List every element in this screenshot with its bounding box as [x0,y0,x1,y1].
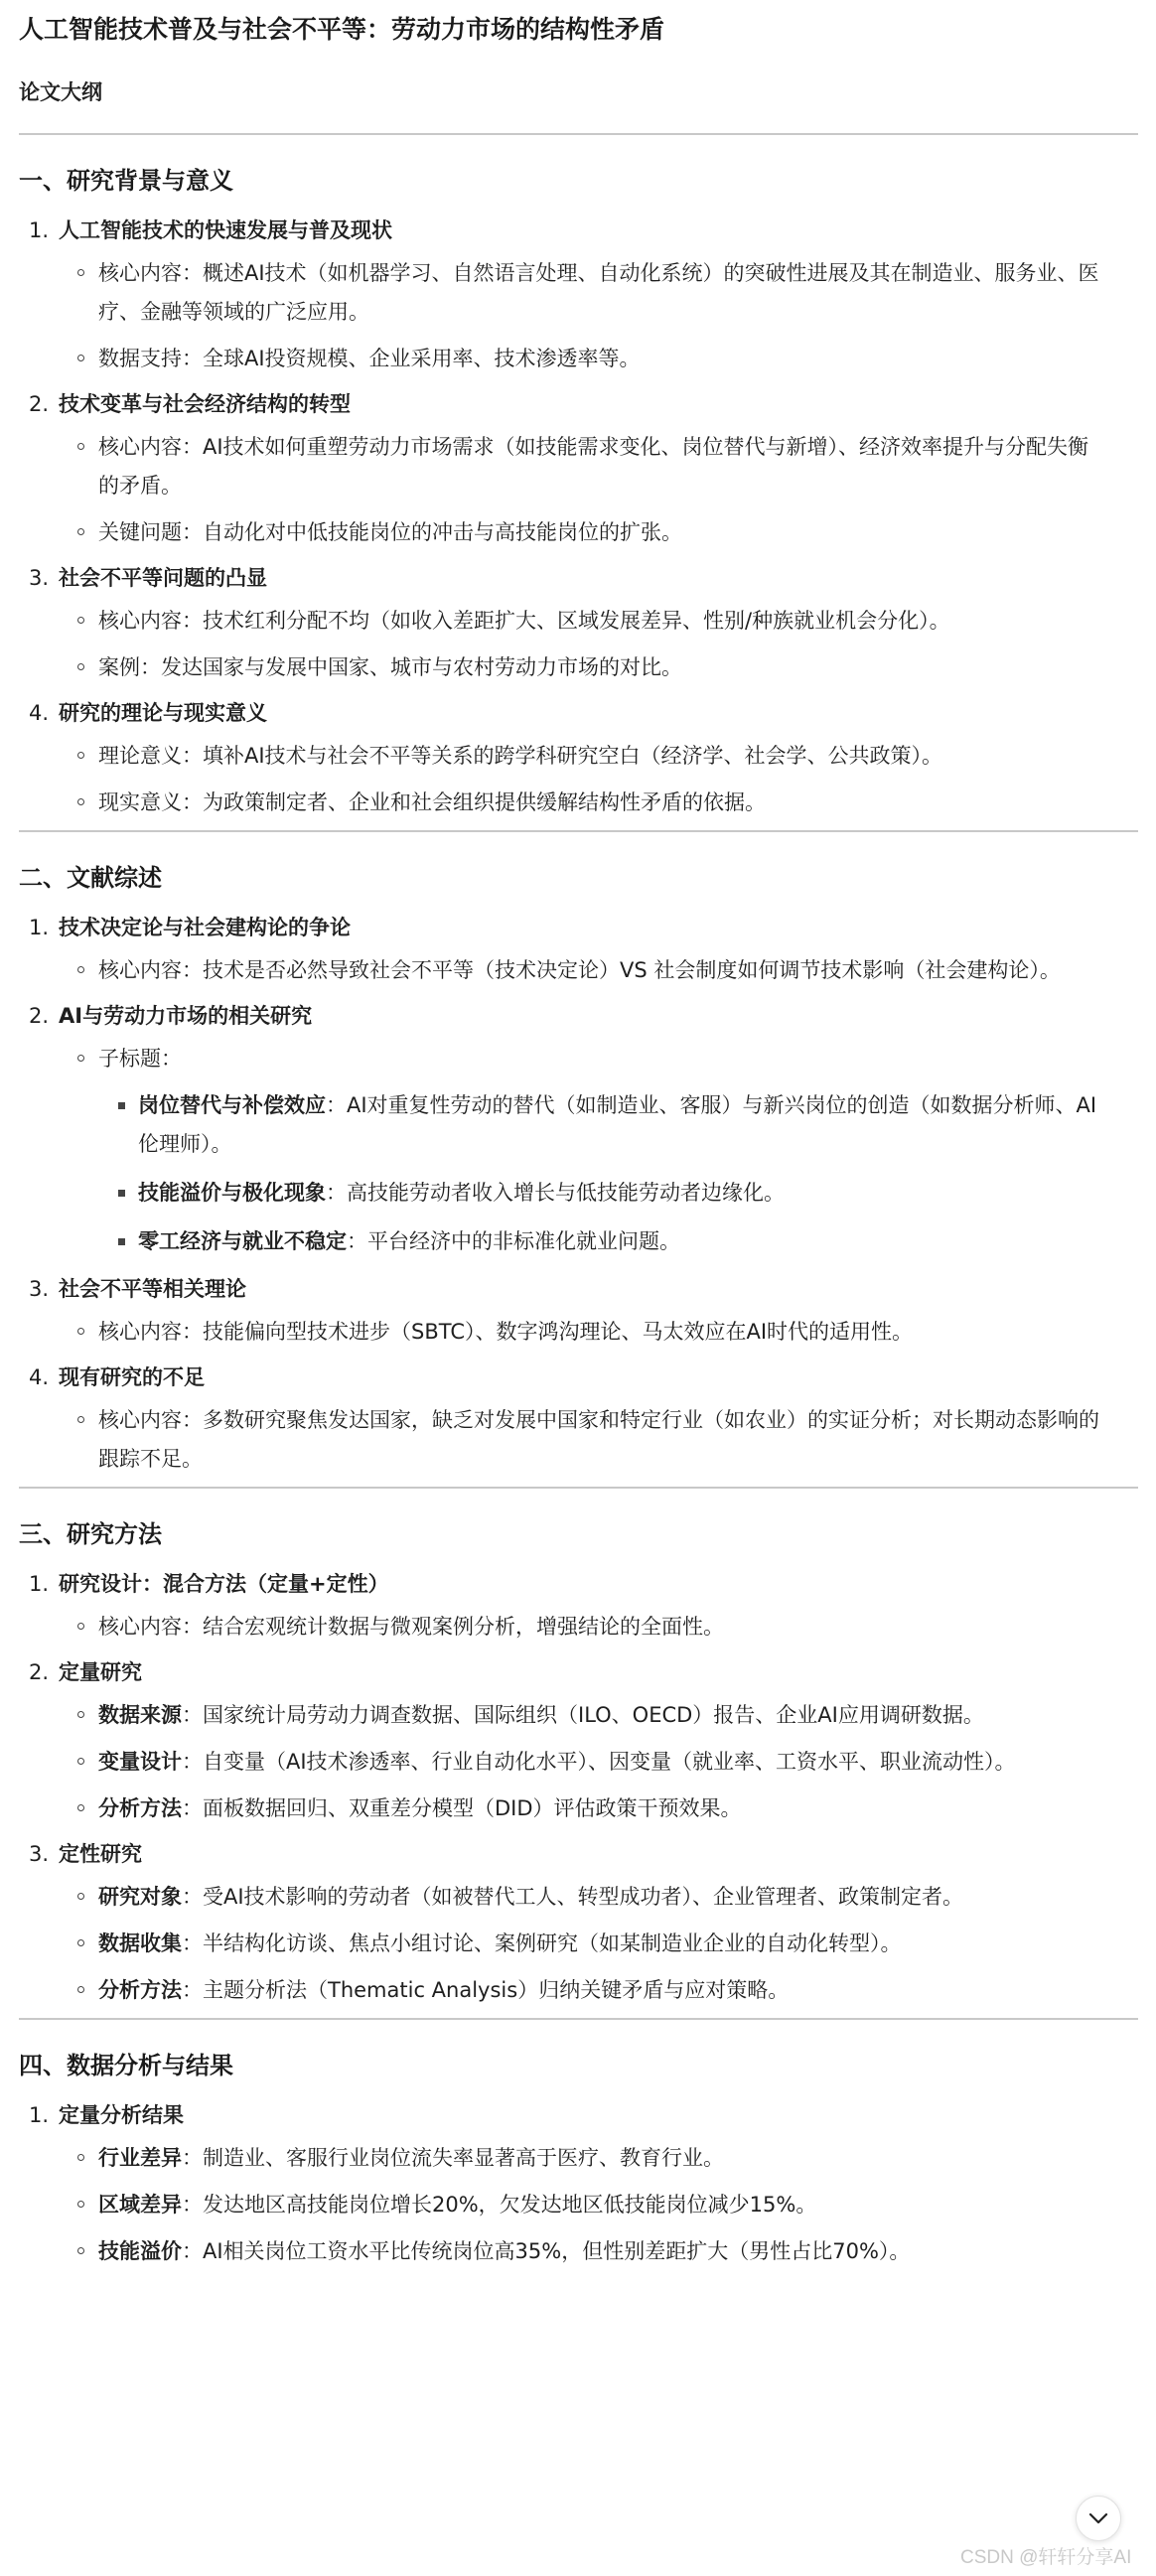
bullet-item [59,737,1101,776]
bullet-item [59,648,1101,687]
list-item-title: 研究的理论与现实意义 [59,701,267,725]
bullet-item [59,1608,1101,1646]
section-title: 三、研究方法 [19,1520,162,1548]
bullet-list [59,254,1101,378]
list-item-number: 2. [29,1660,50,1684]
watermark: CSDN @轩轩分享AI [960,2547,1132,2568]
list-item-number: 1. [29,1572,50,1596]
bullet-text: ：自变量（AI技术渗透率、行业自动化水平）、因变量（就业率、工资水平、职业流动性）。 [182,1750,1016,1774]
list-item-number: 1. [29,2103,50,2127]
bullet-text: 子标题： [98,1047,182,1071]
bullet-list [59,1608,1101,1646]
bullet-label: 技能溢价 [98,2239,182,2263]
section-divider [19,2018,1138,2020]
bullet-item [59,2232,1101,2271]
sub-bullet-label: 技能溢价与极化现象 [138,1181,326,1205]
bullet-text: 现实意义：为政策制定者、企业和社会组织提供缓解结构性矛盾的依据。 [98,790,766,814]
bullet-list [59,1040,1101,1261]
bullet-label: 分析方法 [98,1978,182,2002]
bullet-text: ：国家统计局劳动力调查数据、国际组织（ILO、OECD）报告、企业AI应用调研数据。 [182,1703,984,1727]
bullet-text: 理论意义：填补AI技术与社会不平等关系的跨学科研究空白（经济学、社会学、公共政策）。 [98,744,943,768]
list-item-title: 定性研究 [59,1842,142,1866]
bullet-item [59,602,1101,641]
bullet-text: 核心内容：概述AI技术（如机器学习、自然语言处理、自动化系统）的突破性进展及其在制造业、服务业、医疗、金融等领域的广泛应用。 [98,261,1099,324]
list-item-number: 3. [29,566,50,590]
bullet-list [59,951,1101,990]
sub-bullet-text: ：AI对重复性劳动的替代（如制造业、客服）与新兴岗位的创造（如数据分析师、AI伦理师）。 [138,1093,1097,1156]
bullet-text: 核心内容：技术红利分配不均（如收入差距扩大、区域发展差异、性别/种族就业机会分化）。 [98,609,950,633]
bullet-text: 核心内容：技术是否必然导致社会不平等（技术决定论）VS 社会制度如何调节技术影响（社会建构论）。 [98,958,1061,982]
bullet-item [59,951,1101,990]
bullet-text: ：AI相关岗位工资水平比传统岗位高35%，但性别差距扩大（男性占比70%）。 [182,2239,911,2263]
list-item [19,2097,1101,2271]
bullet-item [59,254,1101,332]
list-item-title: 社会不平等问题的凸显 [59,566,267,590]
list-item-title: 定量研究 [59,1660,142,1684]
bullet-list [59,1878,1101,2010]
list-item [19,386,1101,552]
sub-bullet-text: ：平台经济中的非标准化就业问题。 [347,1229,680,1253]
bullet-text: ：发达地区高技能岗位增长20%，欠发达地区低技能岗位减少15%。 [182,2193,817,2217]
list-item-title: 技术变革与社会经济结构的转型 [59,392,351,416]
section-title: 二、文献综述 [19,864,162,892]
bullet-label: 行业差异 [98,2146,182,2170]
list-item-number: 3. [29,1277,50,1301]
section [19,1514,1101,2010]
bullet-text: ：受AI技术影响的劳动者（如被替代工人、转型成功者）、企业管理者、政策制定者。 [182,1885,964,1909]
section-divider [19,830,1138,832]
bullet-label: 研究对象 [98,1885,182,1909]
sub-bullet-label: 零工经济与就业不稳定 [138,1229,347,1253]
list-item [19,695,1101,822]
list-item [19,213,1101,378]
list-item-title: 社会不平等相关理论 [59,1277,246,1301]
bullet-text: 核心内容：技能偏向型技术进步（SBTC）、数字鸿沟理论、马太效应在AI时代的适用性。 [98,1320,914,1344]
bullet-item [59,1743,1101,1782]
list-item-title: 技术决定论与社会建构论的争论 [59,916,351,939]
list-item-title: 定量分析结果 [59,2103,184,2127]
bullet-item [59,1971,1101,2010]
section [19,161,1101,822]
sub-bullet-text: ：高技能劳动者收入增长与低技能劳动者边缘化。 [326,1181,785,1205]
bullet-list [59,737,1101,822]
list-item-number: 1. [29,218,50,242]
list-item [19,1654,1101,1828]
list-item-number: 1. [29,916,50,939]
bullet-list [59,428,1101,552]
page-subtitle: 论文大纲 [19,80,102,104]
section [19,858,1101,1479]
bullet-label: 数据来源 [98,1703,182,1727]
bullet-label: 区域差异 [98,2193,182,2217]
sub-bullet-list [98,1086,1101,1261]
list-item [19,1836,1101,2010]
list-item [19,560,1101,687]
section-title: 一、研究背景与意义 [19,167,233,195]
list-item-number: 2. [29,1004,50,1028]
bullet-item [59,1789,1101,1828]
bullet-list [59,1696,1101,1828]
bullet-item [59,1878,1101,1917]
bullet-text: ：制造业、客服行业岗位流失率显著高于医疗、教育行业。 [182,2146,724,2170]
bullet-text: ：半结构化访谈、焦点小组讨论、案例研究（如某制造业企业的自动化转型）。 [182,1932,902,1955]
list-item [19,1360,1101,1479]
bullet-item [59,1313,1101,1352]
bullet-item [59,1040,1101,1261]
page-title: 人工智能技术普及与社会不平等：劳动力市场的结构性矛盾 [19,15,665,44]
bullet-text: 核心内容：结合宏观统计数据与微观案例分析，增强结论的全面性。 [98,1615,724,1639]
sections-container [19,133,1101,2271]
bullet-item [59,2139,1101,2178]
bullet-list [59,2139,1101,2271]
bullet-item [59,428,1101,505]
bullet-label: 分析方法 [98,1796,182,1820]
bullet-item [59,1401,1101,1479]
bullet-text: 案例：发达国家与发展中国家、城市与农村劳动力市场的对比。 [98,655,682,679]
list-item-number: 3. [29,1842,50,1866]
bullet-label: 数据收集 [98,1932,182,1955]
list-item-title: AI与劳动力市场的相关研究 [59,1004,313,1028]
numbered-list [19,1566,1101,2010]
list-item-number: 4. [29,1365,50,1389]
list-item [19,1271,1101,1352]
bullet-list [59,602,1101,687]
list-item [19,1566,1101,1646]
list-item-title: 研究设计：混合方法（定量+定性） [59,1572,389,1596]
chevron-down-icon [1088,2509,1108,2528]
list-item-title: 现有研究的不足 [59,1365,205,1389]
section-divider [19,1487,1138,1489]
section-divider [19,133,1138,135]
bullet-item [59,2186,1101,2224]
list-item [19,998,1101,1261]
bullet-item [59,513,1101,552]
section-title: 四、数据分析与结果 [19,2052,233,2079]
bullet-text: 关键问题：自动化对中低技能岗位的冲击与高技能岗位的扩张。 [98,520,682,544]
bullet-item [59,340,1101,378]
numbered-list [19,910,1101,1479]
bullet-item [59,1696,1101,1735]
list-item [19,910,1101,990]
bullet-item [59,1925,1101,1963]
sub-bullet-label: 岗位替代与补偿效应 [138,1093,326,1117]
sub-bullet-item [98,1086,1101,1164]
list-item-number: 2. [29,392,50,416]
list-item-number: 4. [29,701,50,725]
bullet-list [59,1401,1101,1479]
scroll-down-button[interactable] [1076,2496,1121,2541]
bullet-text: ：主题分析法（Thematic Analysis）归纳关键矛盾与应对策略。 [182,1978,790,2002]
sub-bullet-item [98,1174,1101,1213]
bullet-item [59,784,1101,822]
bullet-text: 核心内容：AI技术如何重塑劳动力市场需求（如技能需求变化、岗位替代与新增）、经济效率提升与分配失衡的矛盾。 [98,435,1089,498]
bullet-text: 数据支持：全球AI投资规模、企业采用率、技术渗透率等。 [98,347,641,370]
sub-bullet-item [98,1222,1101,1261]
list-item-title: 人工智能技术的快速发展与普及现状 [59,218,392,242]
bullet-label: 变量设计 [98,1750,182,1774]
numbered-list [19,2097,1101,2271]
bullet-text: 核心内容：多数研究聚焦发达国家，缺乏对发展中国家和特定行业（如农业）的实证分析；对长期动态影响的跟踪不足。 [98,1408,1099,1471]
bullet-list [59,1313,1101,1352]
bullet-text: ：面板数据回归、双重差分模型（DID）评估政策干预效果。 [182,1796,742,1820]
numbered-list [19,213,1101,822]
section [19,2046,1101,2271]
